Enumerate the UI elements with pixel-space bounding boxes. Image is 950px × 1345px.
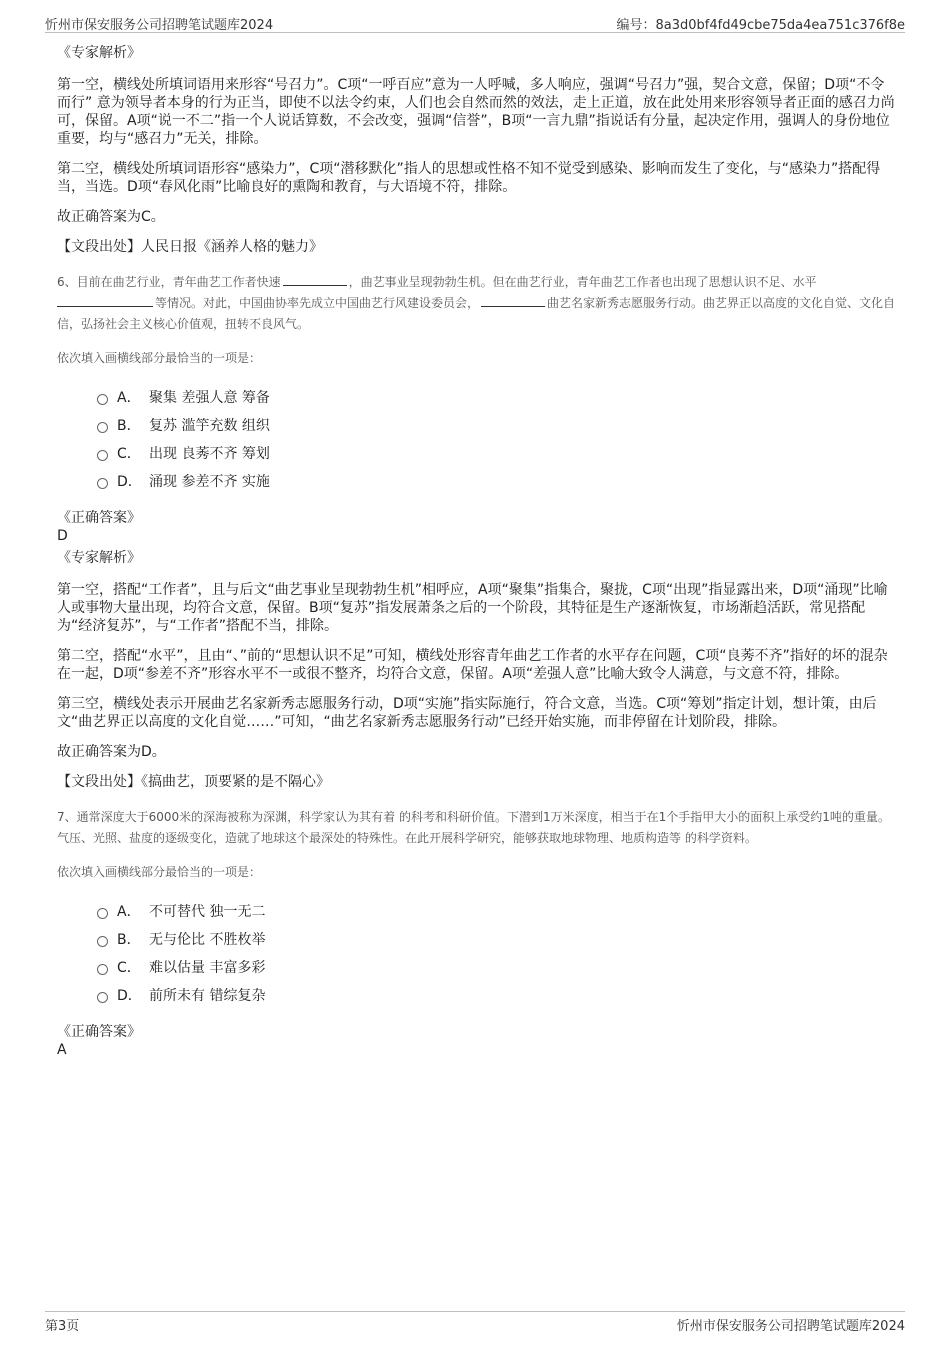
q5-source: 【文段出处】人民日报《涵养人格的魅力》 — [57, 239, 323, 255]
option-text: 不可替代 独一无二 — [149, 904, 266, 920]
q6-analysis-para3: 第三空，横线处表示开展曲艺名家新秀志愿服务行动，D项“实施”指实际施行，符合文意，当选。C项“筹划”指定计划，想计策，由后文“曲艺界正以高度的文化自觉……”可知，“曲艺名家新秀志愿服务行动”已经开始实施，而非停留在计划阶段，排除。 — [57, 696, 877, 730]
q5-analysis-para2: 第二空，横线处所填词语形容“感染力”，C项“潜移默化”指人的思想或性格不知不觉受到感染、影响而发生了变化，与“感染力”搭配得当，当选。D项“春风化雨”比喻良好的熏陶和教育，与大语境不符，排除。 — [57, 161, 881, 195]
q6-answer: D — [57, 528, 68, 544]
q6-text-part2: ，曲艺事业呈现勃勃生机。但在曲艺行业，青年曲艺工作者也出现了思想认识不足、水平 — [348, 275, 817, 289]
radio-icon[interactable] — [97, 450, 108, 461]
page-header — [45, 12, 905, 33]
q6-blank-1 — [283, 273, 347, 286]
option-letter: A． — [117, 904, 141, 920]
q6-option-b[interactable] — [97, 411, 897, 439]
option-text: 复苏 滥竽充数 组织 — [149, 418, 270, 434]
q7-option-c[interactable] — [97, 953, 897, 981]
radio-icon[interactable] — [97, 936, 108, 947]
radio-icon[interactable] — [97, 422, 108, 433]
option-letter: B． — [117, 418, 141, 434]
q7-option-b[interactable] — [97, 925, 897, 953]
option-text: 聚集 差强人意 筹备 — [149, 390, 270, 406]
option-letter: D． — [117, 474, 142, 490]
option-text: 出现 良莠不齐 筹划 — [149, 446, 270, 462]
option-letter: C． — [117, 446, 141, 462]
radio-icon[interactable] — [97, 478, 108, 489]
radio-icon[interactable] — [97, 964, 108, 975]
option-letter: A． — [117, 390, 141, 406]
q7-options — [97, 897, 897, 1009]
q7-answer-label: 《正确答案》 — [57, 1024, 141, 1040]
q7-question-text: 7、通常深度大于6000米的深海被称为深渊，科学家认为其有着 的科考和科研价值。下潜到1万米深度，相当于在1个手指甲大小的面积上承受约1吨的重量。气压、光照、盐度的逐级变化，造就了地球这个最深处的特殊性。在此开展科学研究，能够获取地球物理、地质构造等 的科学资料。 — [57, 810, 890, 845]
radio-icon[interactable] — [97, 908, 108, 919]
q7-prompt: 依次填入画横线部分最恰当的一项是： — [57, 865, 262, 879]
document-body — [57, 44, 897, 1063]
q6-question-text — [57, 272, 897, 335]
q6-analysis-para2: 第二空，搭配“水平”，且由“、”前的“思想认识不足”可知，横线处形容青年曲艺工作者的水平存在问题，C项“良莠不齐”指好的坏的混杂在一起，D项“参差不齐”形容水平不一或很不整齐，均符合文意，保留。A项“差强人意”比喻大致令人满意，与文意不符，排除。 — [57, 648, 888, 682]
option-text: 前所未有 错综复杂 — [149, 988, 266, 1004]
q5-analysis-label: 《专家解析》 — [57, 45, 141, 61]
option-text: 难以估量 丰富多彩 — [149, 960, 266, 976]
q5-analysis-para1: 第一空，横线处所填词语用来形容“号召力”。C项“一呼百应”意为一人呼喊，多人响应，强调“号召力”强，契合文意，保留；D项“不令而行” 意为领导者本身的行为正当，即使不以法令约束，人们也会自然而然的效法，走上正道，放在此处用来形容领导者正面的感召力尚可，保留。A项“说一不二”指一个人说话算数，不会改变，强调“信誉”，B项“一言九鼎”指说话有分量，起决定作用，强调人的身份地位重要，均与“感召力”无关，排除。 — [57, 77, 895, 147]
q6-analysis-label: 《专家解析》 — [57, 550, 141, 566]
q6-option-a[interactable] — [97, 383, 897, 411]
page-footer — [45, 1311, 905, 1334]
q6-blank-2 — [57, 294, 153, 307]
q6-analysis-para1: 第一空，搭配“工作者”，且与后文“曲艺事业呈现勃勃生机”相呼应，A项“聚集”指集合，聚拢，C项“出现”指显露出来，D项“涌现”比喻人或事物大量出现，均符合文意，保留。B项“复苏”指发展萧条之后的一个阶段，其特征是生产逐渐恢复，市场渐趋活跃，常见搭配为“经济复苏”，与“工作者”搭配不当，排除。 — [57, 582, 888, 634]
option-letter: B． — [117, 932, 141, 948]
q6-prompt: 依次填入画横线部分最恰当的一项是： — [57, 351, 262, 365]
page-number: 第3页 — [45, 1319, 80, 1334]
radio-icon[interactable] — [97, 992, 108, 1003]
header-serial-number: 编号：8a3d0bf4fd49cbe75da4ea751c376f8e — [616, 18, 905, 33]
q6-option-d[interactable] — [97, 467, 897, 495]
footer-title: 忻州市保安服务公司招聘笔试题库2024 — [676, 1319, 905, 1334]
radio-icon[interactable] — [97, 394, 108, 405]
option-text: 涌现 参差不齐 实施 — [149, 474, 270, 490]
option-text: 无与伦比 不胜枚举 — [149, 932, 266, 948]
q5-conclusion: 故正确答案为C。 — [57, 209, 165, 225]
q7-option-a[interactable] — [97, 897, 897, 925]
q6-source: 【文段出处】《搞曲艺，顶要紧的是不隔心》 — [57, 774, 330, 790]
q6-conclusion: 故正确答案为D。 — [57, 744, 166, 760]
q6-text-part4: 曲艺名家新秀志愿服务行动。曲艺界正以高度的文化自觉、文化自信，弘扬社会主义核心价值观，扭转不良风气。 — [57, 296, 896, 331]
q6-text-part3: 等情况。对此，中国曲协率先成立中国曲艺行风建设委员会， — [155, 296, 480, 310]
option-letter: D． — [117, 988, 142, 1004]
header-title: 忻州市保安服务公司招聘笔试题库2024 — [45, 18, 274, 33]
q6-blank-3 — [481, 294, 545, 307]
q6-answer-label: 《正确答案》 — [57, 510, 141, 526]
q7-answer: A — [57, 1042, 67, 1058]
q6-option-c[interactable] — [97, 439, 897, 467]
q6-options — [97, 383, 897, 495]
option-letter: C． — [117, 960, 141, 976]
q7-option-d[interactable] — [97, 981, 897, 1009]
q6-text-part1: 6、目前在曲艺行业，青年曲艺工作者快速 — [57, 275, 281, 289]
